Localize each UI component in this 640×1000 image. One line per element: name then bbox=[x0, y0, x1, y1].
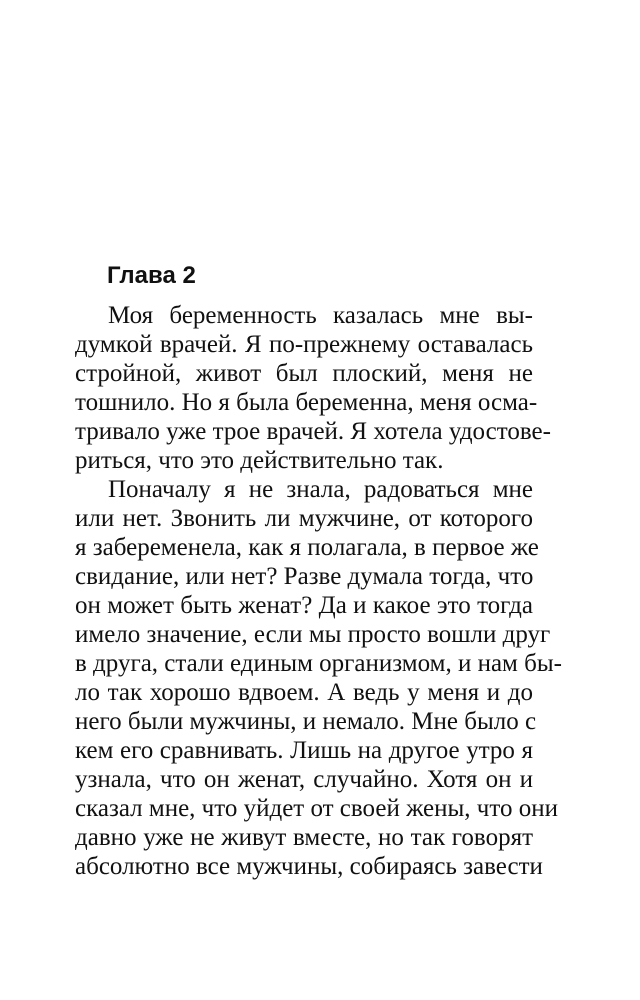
text-line: ло так хорошо вдвоем. А ведь у меня и до bbox=[75, 679, 533, 706]
paragraph bbox=[75, 475, 562, 881]
paragraph bbox=[75, 301, 551, 475]
text-line: Моя беременность казалась мне вы- bbox=[108, 302, 533, 329]
chapter-body bbox=[75, 301, 562, 881]
text-line: думкой врачей. Я по-прежнему оставалась bbox=[75, 331, 533, 358]
text-line: или нет. Звонить ли мужчине, от которого bbox=[75, 505, 533, 532]
text-line: кем его сравнивать. Лишь на другое утро я bbox=[75, 737, 533, 764]
text-line: свидание, или нет? Разве думала тогда, что bbox=[75, 563, 534, 590]
text-line: Поначалу я не знала, радоваться мне bbox=[108, 476, 533, 503]
chapter-title: Глава 2 bbox=[107, 262, 196, 289]
text-line: него были мужчины, и немало. Мне было с bbox=[75, 708, 537, 735]
text-line: в друга, стали единым организмом, и нам бы- bbox=[75, 650, 562, 677]
text-line: я забеременела, как я полагала, в первое же bbox=[75, 534, 539, 561]
text-line: он может быть женат? Да и какое это тогда bbox=[75, 592, 533, 619]
text-line: тривало уже трое врачей. Я хотела удостове- bbox=[75, 418, 551, 445]
text-line: имело значение, если мы просто вошли друг bbox=[75, 621, 551, 648]
text-line: стройной, живот был плоский, меня не bbox=[75, 360, 533, 387]
text-line: давно уже не живут вместе, но так говорят bbox=[75, 824, 533, 851]
text-line: сказал мне, что уйдет от своей жены, что они bbox=[75, 795, 558, 822]
text-line: абсолютно все мужчины, собираясь завести bbox=[75, 853, 543, 880]
text-line: тошнило. Но я была беременна, меня осма- bbox=[75, 389, 538, 416]
text-line: узнала, что он женат, случайно. Хотя он и bbox=[75, 766, 533, 793]
text-line: риться, что это действительно так. bbox=[75, 447, 444, 474]
